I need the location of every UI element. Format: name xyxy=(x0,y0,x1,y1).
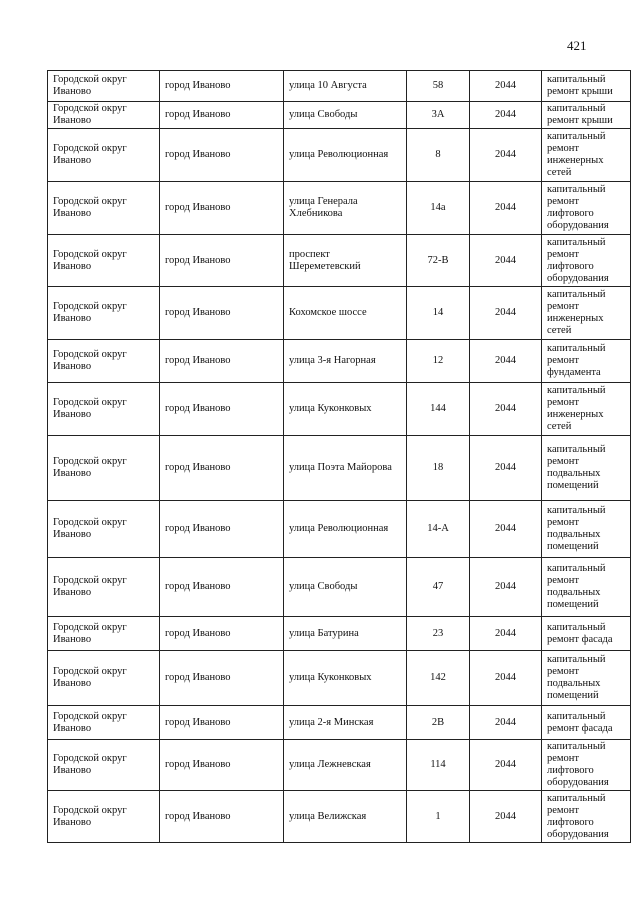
district-cell: Городской округ Иваново xyxy=(48,617,160,651)
city-cell: город Иваново xyxy=(160,706,284,740)
house-number-cell: 58 xyxy=(407,71,470,102)
work-type-cell: капитальный ремонт лифтового оборудования xyxy=(542,740,631,791)
table-row xyxy=(48,791,631,843)
table-row xyxy=(48,651,631,706)
work-type-cell: капитальный ремонт лифтового оборудования xyxy=(542,182,631,235)
city-cell: город Иваново xyxy=(160,340,284,383)
work-type-cell: капитальный ремонт подвальных помещений xyxy=(542,558,631,617)
work-type-cell: капитальный ремонт крыши xyxy=(542,102,631,129)
house-number-cell: 72-В xyxy=(407,235,470,287)
street-cell: улица 2-я Минская xyxy=(284,706,407,740)
table-row xyxy=(48,71,631,102)
table-row xyxy=(48,383,631,436)
year-cell: 2044 xyxy=(470,436,542,501)
work-type-cell: капитальный ремонт крыши xyxy=(542,71,631,102)
street-cell: улица Лежневская xyxy=(284,740,407,791)
work-type-cell: капитальный ремонт фундамента xyxy=(542,340,631,383)
table-row xyxy=(48,706,631,740)
street-cell: улица 10 Августа xyxy=(284,71,407,102)
street-cell: улица Куконковых xyxy=(284,383,407,436)
street-cell: улица Революционная xyxy=(284,501,407,558)
table-row xyxy=(48,129,631,182)
house-number-cell: 114 xyxy=(407,740,470,791)
street-cell: Кохомское шоссе xyxy=(284,287,407,340)
street-cell: улица Свободы xyxy=(284,102,407,129)
house-number-cell: 18 xyxy=(407,436,470,501)
table-row xyxy=(48,617,631,651)
street-cell: улица Поэта Майорова xyxy=(284,436,407,501)
district-cell: Городской округ Иваново xyxy=(48,182,160,235)
work-type-cell: капитальный ремонт подвальных помещений xyxy=(542,651,631,706)
district-cell: Городской округ Иваново xyxy=(48,740,160,791)
city-cell: город Иваново xyxy=(160,436,284,501)
house-number-cell: 14 xyxy=(407,287,470,340)
street-cell: улица Генерала Хлебникова xyxy=(284,182,407,235)
year-cell: 2044 xyxy=(470,340,542,383)
year-cell: 2044 xyxy=(470,558,542,617)
district-cell: Городской округ Иваново xyxy=(48,558,160,617)
district-cell: Городской округ Иваново xyxy=(48,287,160,340)
street-cell: улица Куконковых xyxy=(284,651,407,706)
city-cell: город Иваново xyxy=(160,287,284,340)
house-number-cell: 1 xyxy=(407,791,470,843)
city-cell: город Иваново xyxy=(160,129,284,182)
work-type-cell: капитальный ремонт подвальных помещений xyxy=(542,436,631,501)
table-row xyxy=(48,182,631,235)
work-type-cell: капитальный ремонт лифтового оборудования xyxy=(542,791,631,843)
year-cell: 2044 xyxy=(470,287,542,340)
district-cell: Городской округ Иваново xyxy=(48,129,160,182)
table-row xyxy=(48,340,631,383)
house-number-cell: 144 xyxy=(407,383,470,436)
table-row xyxy=(48,501,631,558)
street-cell: улица Революционная xyxy=(284,129,407,182)
house-number-cell: 3А xyxy=(407,102,470,129)
district-cell: Городской округ Иваново xyxy=(48,102,160,129)
city-cell: город Иваново xyxy=(160,235,284,287)
city-cell: город Иваново xyxy=(160,501,284,558)
city-cell: город Иваново xyxy=(160,617,284,651)
city-cell: город Иваново xyxy=(160,102,284,129)
city-cell: город Иваново xyxy=(160,71,284,102)
district-cell: Городской округ Иваново xyxy=(48,501,160,558)
table-row xyxy=(48,740,631,791)
year-cell: 2044 xyxy=(470,235,542,287)
work-type-cell: капитальный ремонт инженерных сетей xyxy=(542,129,631,182)
house-number-cell: 2В xyxy=(407,706,470,740)
street-cell: улица Батурина xyxy=(284,617,407,651)
year-cell: 2044 xyxy=(470,129,542,182)
street-cell: улица 3-я Нагорная xyxy=(284,340,407,383)
street-cell: улица Велижская xyxy=(284,791,407,843)
year-cell: 2044 xyxy=(470,501,542,558)
work-type-cell: капитальный ремонт инженерных сетей xyxy=(542,287,631,340)
year-cell: 2044 xyxy=(470,102,542,129)
district-cell: Городской округ Иваново xyxy=(48,340,160,383)
year-cell: 2044 xyxy=(470,651,542,706)
year-cell: 2044 xyxy=(470,740,542,791)
table-row xyxy=(48,102,631,129)
repair-schedule-table xyxy=(47,70,631,843)
table-row xyxy=(48,235,631,287)
table-row xyxy=(48,558,631,617)
table-row xyxy=(48,436,631,501)
year-cell: 2044 xyxy=(470,791,542,843)
page-number: 421 xyxy=(567,38,587,53)
district-cell: Городской округ Иваново xyxy=(48,791,160,843)
house-number-cell: 142 xyxy=(407,651,470,706)
city-cell: город Иваново xyxy=(160,740,284,791)
work-type-cell: капитальный ремонт фасада xyxy=(542,706,631,740)
district-cell: Городской округ Иваново xyxy=(48,235,160,287)
work-type-cell: капитальный ремонт лифтового оборудования xyxy=(542,235,631,287)
year-cell: 2044 xyxy=(470,71,542,102)
house-number-cell: 47 xyxy=(407,558,470,617)
district-cell: Городской округ Иваново xyxy=(48,436,160,501)
table-row xyxy=(48,287,631,340)
district-cell: Городской округ Иваново xyxy=(48,706,160,740)
year-cell: 2044 xyxy=(470,617,542,651)
street-cell: проспект Шереметевский xyxy=(284,235,407,287)
house-number-cell: 14а xyxy=(407,182,470,235)
house-number-cell: 23 xyxy=(407,617,470,651)
house-number-cell: 14-А xyxy=(407,501,470,558)
city-cell: город Иваново xyxy=(160,383,284,436)
city-cell: город Иваново xyxy=(160,558,284,617)
year-cell: 2044 xyxy=(470,182,542,235)
district-cell: Городской округ Иваново xyxy=(48,651,160,706)
year-cell: 2044 xyxy=(470,706,542,740)
street-cell: улица Свободы xyxy=(284,558,407,617)
work-type-cell: капитальный ремонт фасада xyxy=(542,617,631,651)
district-cell: Городской округ Иваново xyxy=(48,71,160,102)
city-cell: город Иваново xyxy=(160,182,284,235)
district-cell: Городской округ Иваново xyxy=(48,383,160,436)
city-cell: город Иваново xyxy=(160,651,284,706)
work-type-cell: капитальный ремонт подвальных помещений xyxy=(542,501,631,558)
house-number-cell: 12 xyxy=(407,340,470,383)
city-cell: город Иваново xyxy=(160,791,284,843)
work-type-cell: капитальный ремонт инженерных сетей xyxy=(542,383,631,436)
year-cell: 2044 xyxy=(470,383,542,436)
house-number-cell: 8 xyxy=(407,129,470,182)
table-body xyxy=(48,71,631,843)
